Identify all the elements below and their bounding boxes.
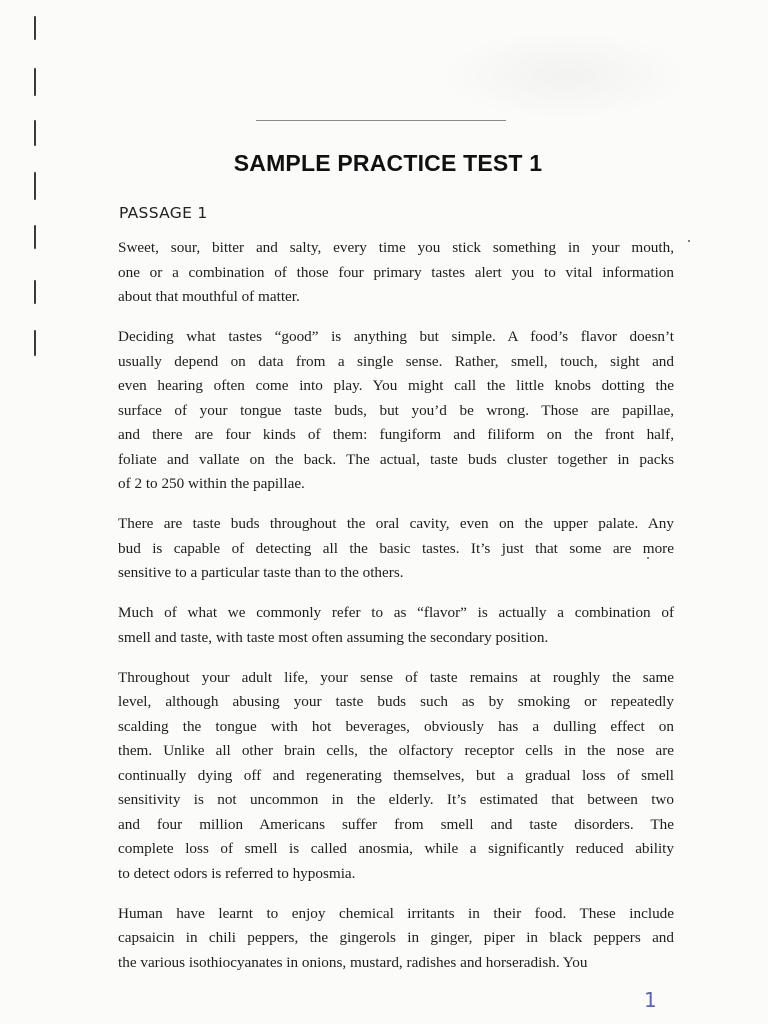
paragraph [118, 325, 674, 497]
header-rule [256, 120, 506, 121]
paragraph-line: about that mouthful of matter. [118, 288, 300, 305]
paragraph-line: Throughout your adult life, your sense of taste remains at roughly the same [118, 668, 674, 686]
paragraph-line: complete loss of smell is called anosmia, while a significantly reduced ability [118, 840, 674, 857]
paragraph-line: Human have learnt to enjoy chemical irritants in their food. These include [118, 904, 674, 922]
paragraph-line: and four million Americans suffer from smell and taste disorders. The [118, 815, 674, 833]
paragraph-line: There are taste buds throughout the oral cavity, even on the upper palate. Any [118, 515, 674, 532]
paragraph-line: of 2 to 250 within the papillae. [118, 475, 305, 492]
passage-label: PASSAGE 1 [119, 204, 208, 222]
margin-mark [34, 16, 36, 40]
paragraph [118, 601, 674, 650]
scan-speck [688, 240, 690, 242]
page-number: 1 [644, 988, 657, 1012]
paragraph-line: surface of your tongue taste buds, but you’d be wrong. Those are papillae, [118, 401, 674, 419]
paragraph-line: even hearing often come into play. You might call the little knobs dotting the [118, 377, 674, 394]
paragraph [118, 512, 674, 586]
paragraph-line: sensitive to a particular taste than to the others. [118, 564, 404, 581]
paragraph-line: Sweet, sour, bitter and salty, every time you stick something in your mouth, [118, 239, 674, 256]
paragraph-line: continually dying off and regenerating themselves, but a gradual loss of smell [118, 766, 674, 784]
margin-mark [34, 68, 36, 96]
passage-body [118, 236, 674, 991]
paragraph-line: scalding the tongue with hot beverages, obviously has a dulling effect on [118, 717, 674, 735]
paragraph-line: bud is capable of detecting all the basic tastes. It’s just that some are more [118, 539, 674, 557]
paragraph-line: one or a combination of those four primary tastes alert you to vital information [118, 263, 674, 281]
paragraph [118, 666, 674, 887]
scan-speck [647, 557, 649, 559]
paragraph-line: sensitivity is not uncommon in the elderly. It’s estimated that between two [118, 791, 674, 808]
paragraph-line: capsaicin in chili peppers, the gingerols in ginger, piper in black peppers and [118, 929, 674, 946]
page-title: SAMPLE PRACTICE TEST 1 [233, 150, 543, 176]
paragraph-line: foliate and vallate on the back. The actual, taste buds cluster together in packs [118, 450, 674, 468]
paragraph-line: to detect odors is referred to hyposmia. [118, 864, 356, 882]
binding-margin-marks [30, 0, 42, 380]
paragraph [118, 236, 674, 310]
paragraph [118, 902, 674, 976]
paragraph-line: level, although abusing your taste buds such as by smoking or repeatedly [118, 693, 674, 710]
scan-smudge [440, 30, 690, 120]
margin-mark [34, 330, 36, 356]
paragraph-line: Much of what we commonly refer to as “flavor” is actually a combination of [118, 604, 674, 621]
paragraph-line: and there are four kinds of them: fungiform and filiform on the front half, [118, 426, 674, 443]
paragraph-line: them. Unlike all other brain cells, the olfactory receptor cells in the nose are [118, 742, 674, 759]
margin-mark [34, 225, 36, 249]
paragraph-line: usually depend on data from a single sense. Rather, smell, touch, sight and [118, 352, 674, 370]
paragraph-line: smell and taste, with taste most often assuming the secondary position. [118, 628, 549, 646]
paragraph-line: the various isothiocyanates in onions, mustard, radishes and horseradish. You [118, 953, 588, 971]
margin-mark [34, 280, 36, 304]
paragraph-line: Deciding what tastes “good” is anything but simple. A food’s flavor doesn’t [118, 328, 674, 345]
margin-mark [34, 120, 36, 146]
